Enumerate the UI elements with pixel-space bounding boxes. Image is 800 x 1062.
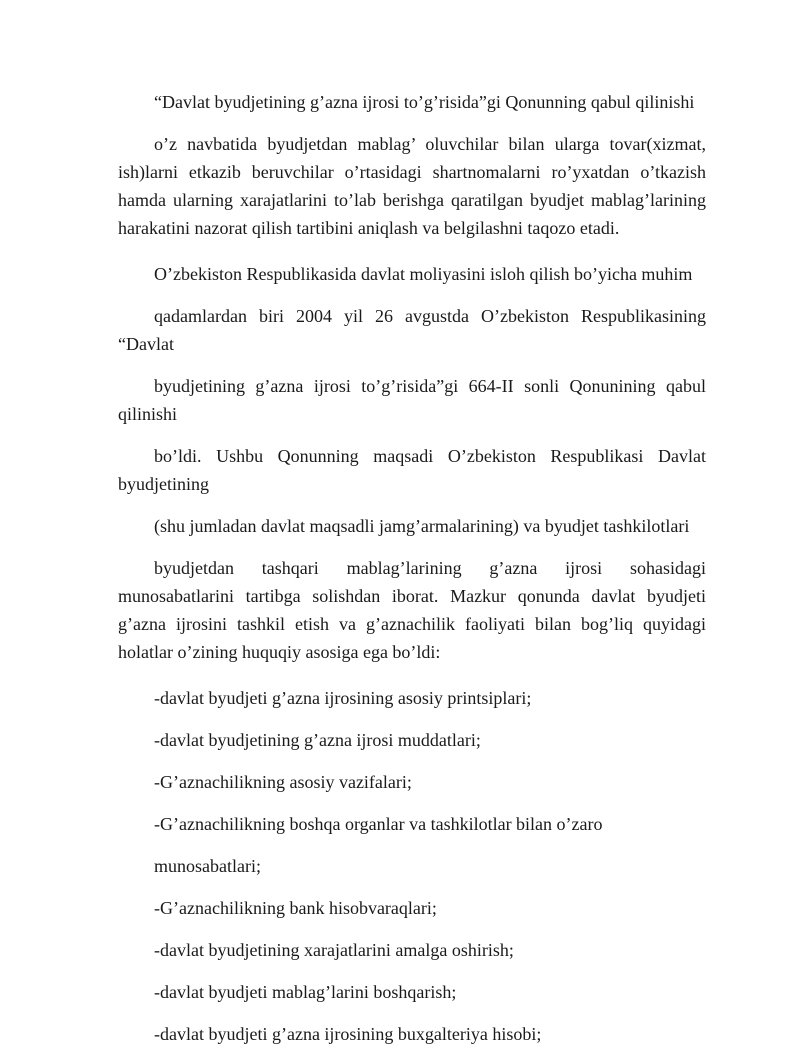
- list-item-4-continued: munosabatlari;: [154, 856, 261, 876]
- list-item-3: -G’aznachilikning asosiy vazifalari;: [154, 772, 412, 792]
- paragraph-6: bo’ldi. Ushbu Qonunning maqsadi O’zbekiston Respublikasi Davlat byudjetining: [118, 446, 706, 494]
- list-item-6: -davlat byudjetining xarajatlarini amalga oshirish;: [154, 940, 514, 960]
- paragraph-7: (shu jumladan davlat maqsadli jamg’armalarining) va byudjet tashkilotlari: [154, 516, 690, 536]
- list-item-7: -davlat byudjeti mablag’larini boshqarish;: [154, 982, 457, 1002]
- paragraph-5: byudjetining g’azna ijrosi to’g’risida”gi 664-II sonli Qonunining qabul qilinishi: [118, 376, 706, 424]
- list-item-1: -davlat byudjeti g’azna ijrosining asosiy printsiplari;: [154, 688, 532, 708]
- document-body: [118, 88, 706, 1062]
- paragraph-4: qadamlardan biri 2004 yil 26 avgustda O’zbekiston Respublikasining “Davlat: [118, 306, 706, 354]
- list-item-8: -davlat byudjeti g’azna ijrosining buxgalteriya hisobi;: [154, 1024, 542, 1044]
- paragraph-3: O’zbekiston Respublikasida davlat moliyasini isloh qilish bo’yicha muhim: [154, 264, 693, 284]
- list-item-2: -davlat byudjetining g’azna ijrosi muddatlari;: [154, 730, 481, 750]
- paragraph-2: o’z navbatida byudjetdan mablag’ oluvchilar bilan ularga tovar(xizmat, ish)larni etkazib beruvchilar o’rtasidagi shartnomalarni ro’yxatdan o’tkazish hamda ularning xarajatlarini to’lab berishga qaratilgan byudjet mablag’larining harakatini nazorat qilish tartibini aniqlash va belgilashni taqozo etadi.: [118, 134, 706, 238]
- paragraph-8: byudjetdan tashqari mablag’larining g’azna ijrosi sohasidagi munosabatlarini tartibga solishdan iborat. Mazkur qonunda davlat byudjeti g’azna ijrosini tashkil etish va g’aznachilik faoliyati bilan bog’liq quyidagi holatlar o’zining huquqiy asosiga ega bo’ldi:: [118, 558, 706, 662]
- paragraph-1: “Davlat byudjetining g’azna ijrosi to’g’risida”gi Qonunning qabul qilinishi: [154, 92, 695, 112]
- list-item-5: -G’aznachilikning bank hisobvaraqlari;: [154, 898, 437, 918]
- list-item-4: -G’aznachilikning boshqa organlar va tashkilotlar bilan o’zaro: [154, 814, 603, 834]
